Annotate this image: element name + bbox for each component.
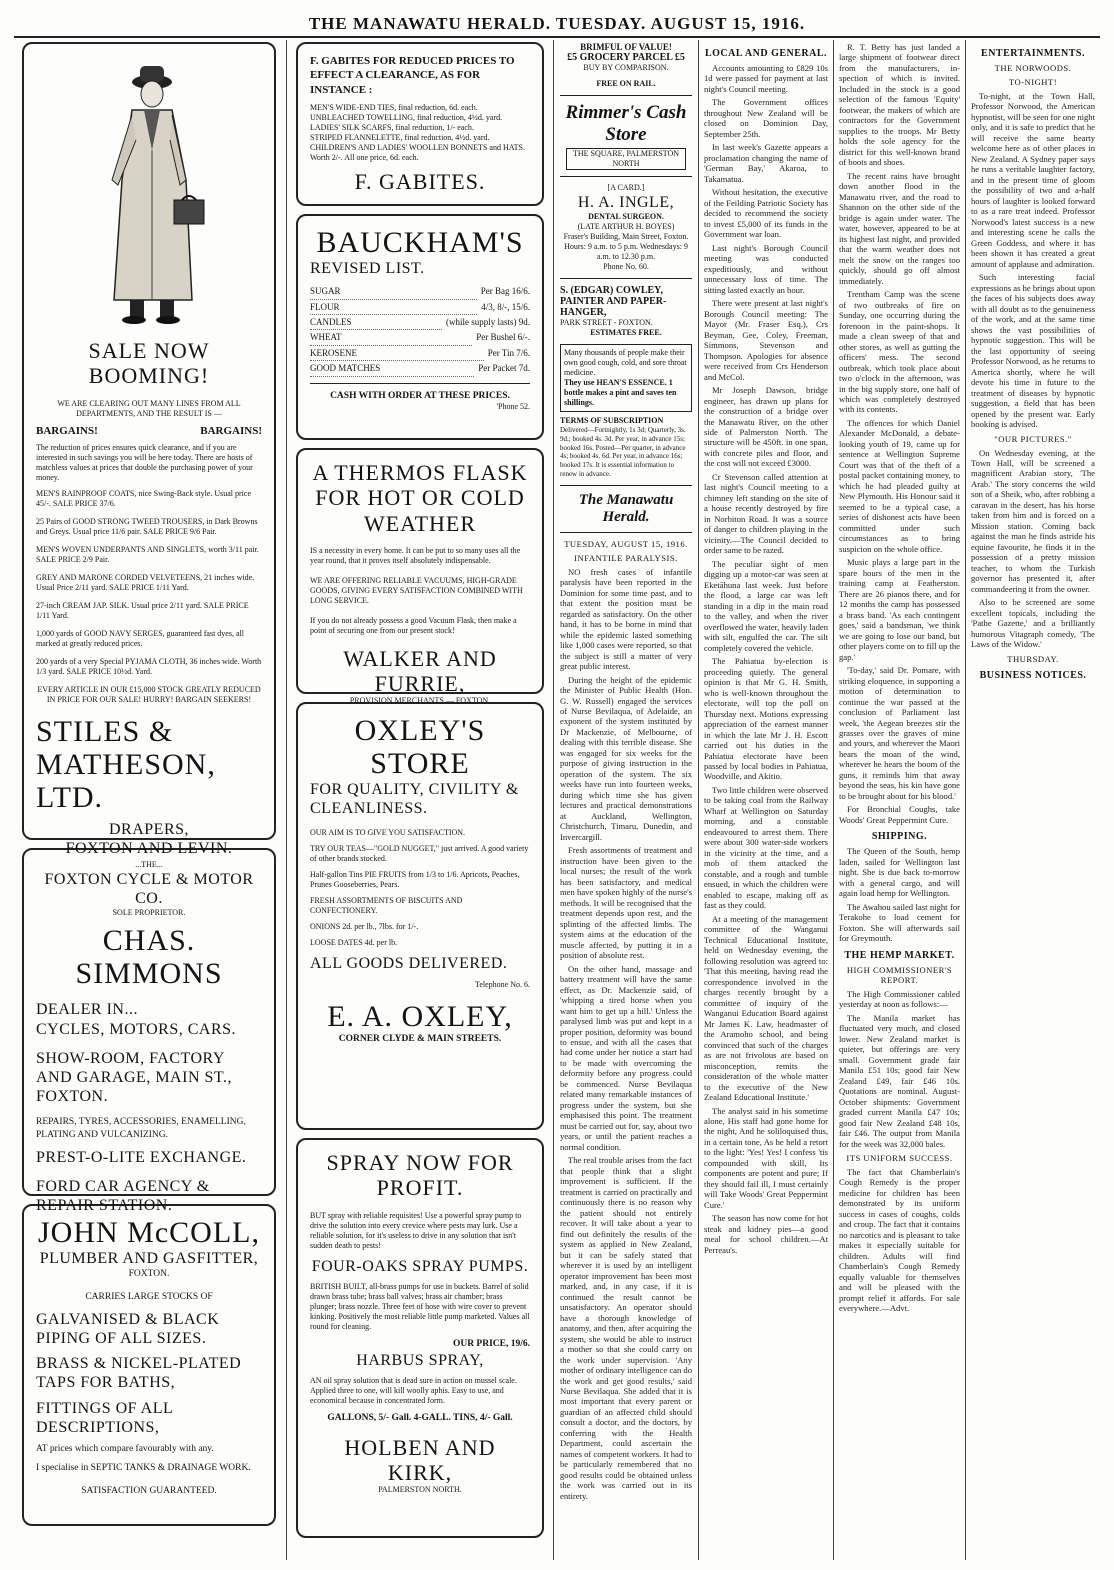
norwoods-heading: THE NORWOODS. [994, 63, 1072, 73]
sale-item: 1,000 yards of GOOD NAVY SERGES, guaranteed fast dyes, all marked at greatly reduced prices. [36, 628, 244, 648]
news-paragraph: The Queen of the South, hemp laden, sailed for Wellington last night. She is due back to-morrow with a general cargo, and will again load hemp for Wellington. [839, 846, 960, 899]
oxley-dates: LOOSE DATES 4d. per lb. [310, 938, 398, 948]
card-label: [A CARD.] [607, 183, 645, 192]
news-paragraph: 'To-day,' said Dr. Pomare, with striking eloquence, in supporting a motion of determination to continue the war passed at the conclusion of Parliament last week, 'the Aegean breezes stir the grasses over the graves of mine and yours, and wherever the Maori hears the moan of the wind, wherever he hears the boom of the guns, it reminds him that away beyond the seas, his kin have gone to be brought about for his blood.' [839, 665, 960, 801]
thursday-heading: THURSDAY. [1007, 653, 1059, 664]
revised-list-label: REVISED LIST. [310, 260, 425, 277]
general-news [839, 42, 960, 825]
sale-item: GREY AND MARONE CORDED VELVETEENS, 21 inches wide. Usual Price 2/11 yard. SALE PRICE 1/11 Yard. [36, 572, 255, 592]
news-paragraph: Two little children were observed to be taking coal from the Railway Wharf at Wellington on Saturday morning, and a constable endeavoured to arrest them. There were about 300 water-side workers in the vicinity at the time, and a mob of them attacked the constable, and a rough and tumble ensued, in which the children were enabled to escape, making off as fast as they could. [704, 784, 828, 911]
holben-kirk-name: HOLBEN AND KIRK, [344, 1434, 496, 1485]
bargains-label: BARGAINS! [36, 424, 98, 437]
showroom-address: SHOW-ROOM, FACTORY AND GARAGE, MAIN ST., FOXTON. [36, 1049, 232, 1106]
cowley-estimates: ESTIMATES FREE. [590, 328, 662, 338]
carries-line: CARRIES LARGE STOCKS OF [85, 1292, 213, 1302]
news-paragraph: For Bronchial Coughs, take Woods' Great Peppermint Cure. [839, 804, 960, 825]
prestolite-line: PREST-O-LITE EXCHANGE. [36, 1148, 247, 1166]
spray-pumps: FOUR-OAKS SPRAY PUMPS. [311, 1257, 529, 1275]
sole-proprietor: SOLE PROPRIETOR. [112, 908, 186, 918]
column-rule [965, 40, 966, 1560]
editorial-article [560, 567, 692, 1502]
plumber-trade: PLUMBER AND GASFITTER, [39, 1250, 259, 1267]
rimmers-logo: Rimmer's Cash Store [565, 102, 687, 145]
thermos-paragraph: IS a necessity in every home. It can be put to so many uses all the year round, that it proves itself absolutely indispensable. [310, 545, 521, 565]
gabites-item: CHILDREN'S AND LADIES' WOOLLEN BONNETS and HATS. Worth 2/-. All one price, 6d. each. [310, 142, 525, 162]
taps-line: BRASS & NICKEL-PLATED TAPS FOR BATHS, [36, 1355, 242, 1392]
oxley-sub: FOR QUALITY, CIVILITY & CLEANLINESS. [310, 781, 519, 818]
bauckham-name: BAUCKHAM'S [316, 226, 524, 259]
column-rule [553, 40, 554, 1560]
news-paragraph: The Awahou sailed last night for Terakohe to load cement for Foxton. She will afterwards sail for Greymouth. [839, 901, 960, 944]
column-rule [698, 40, 699, 1560]
spray-price: OUR PRICE, 19/6. [452, 1338, 530, 1349]
news-paragraph: The Pahiatua by-election is proceeding quietly. The general opinion is that Mr G. H. Smith, who is well-known throughout the electorate, will top the poll on Thursday next. Motions expressing appreciation of the earnest manner in which the late Mr J. H. Escott carried out his duties in the Pahiatua electorate have been passed by local bodies in Pahiatua, Woodville, and Akitio. [704, 656, 828, 782]
news-paragraph: Also to be screened are some excellent topicals, including the 'Pathe Gazette,' and a brilliantly humorous Vitagraph comedy, 'The Laws of the Widow.' [971, 597, 1095, 650]
firm-location: FOXTON AND LEVIN. [65, 839, 233, 857]
price-item-value: 4/3, 8/-, 15/6. [481, 301, 530, 312]
terms-body: Delivered—Fortnightly, 1s 3d; Quarterly, 3s. 9d.; booked 4s. 3d. Per year, in advance 15s; booked 16s. Posted—Per quarter, in advance 4s; booked 4s. 6d. Per year, in advance 16s; booked 17s. It is essential information to renew in advance. [560, 426, 686, 478]
news-paragraph: Cr Stevenson called attention at last night's Council meeting to a chimney left standing on the site of a house recently destroyed by fire in Norbiton Road. It was a source of danger to children playing in the vicinity.—The Council decided to order same to be razed. [704, 471, 828, 556]
cowley-name: S. (EDGAR) COWLEY, [560, 285, 663, 297]
news-paragraph: Music plays a large part in the spare hours of the men in the training camp at Featherston. There are 26 pianos there, and for 12 months the camp has possessed a brass band. 'As each contingent goes,' said a bandsman, 'we think we are going to lose our band, but other players come on to fill up the gap.' [839, 557, 960, 662]
news-paragraph: In last week's Gazette appears a proclamation changing the name of 'German Bay,' Akaroa, to Takamatua. [704, 142, 828, 184]
fittings-line: FITTINGS OF ALL DESCRIPTIONS, [36, 1399, 173, 1436]
bauckham-ad [296, 214, 544, 440]
gabites-name: F. GABITES. [354, 168, 486, 194]
article-paragraph: The real trouble arises from the fact that people think that a slight improvement is sufficient. If the treatment is carried on practically and continuously there is no reason why the patient should not entirely recover. It will take about a year to find out definitely the results of the system as applied in New Zealand, but it can be safely stated that wherever it is used by an intelligent operator improvement has been most marked, and, in any case, if it is continued the result cannot be unsatisfactory. An operator should have a thorough knowledge of anatomy, and then, after acquiring the system, she would be able to instruct a mother so that she could carry on the work under supervision. 'Any mother of ordinary intelligence can do the work and get good results,' said Nurse Bevilaqua. She added that it is most important that every parent or guardian of an affected child should consult a doctor, and the doctors, by conferring with the Health Department, could ascertain the names of competent workers. It had to be particularly remembered that no good results could be obtained unless the work was carried out in its entirety. [560, 1155, 692, 1501]
spray-paragraph: BUT spray with reliable requisites! Use a powerful spray pump to drive the solution into every crevice where pests may lurk. Use a reliable solution, for it's useless to drive in any solution that isn't sudden death to pests! [310, 1210, 522, 1250]
thermos-paragraph: If you do not already possess a good Vacuum Flask, then make a point of securing one from our present stock! [310, 615, 517, 635]
rimmers-address: THE SQUARE, PALMERSTON NORTH [566, 148, 686, 170]
sale-item: 200 yards of a very Special PYJAMA CLOTH, 36 inches wide. Worth 1/3 yard. SALE PRICE 10½d. Yard. [36, 656, 262, 676]
price-item-label: WHEAT [310, 330, 472, 345]
specialise-line: I specialise in SEPTIC TANKS & DRAINAGE WORK. [36, 1462, 251, 1473]
sale-item: 25 Pairs of GOOD STRONG TWEED TROUSERS, in Dark Browns and Greys. Usual price 11/6 pair. SALE PRICE 9/6 Pair. [36, 516, 258, 536]
hemp-subheading: HIGH COMMISSIONER'S REPORT. [846, 964, 953, 985]
masthead-rule [14, 36, 1100, 38]
tonight-heading: TO-NIGHT! [1008, 77, 1058, 87]
dentist-address: Fraser's Building, Main Street, Foxton. [563, 232, 689, 242]
cowley-address: PARK STREET - FOXTON. [560, 318, 653, 328]
free-on-rail: FREE ON RAIL. [596, 79, 656, 88]
column-4 [704, 42, 828, 1558]
dentist-phone: Phone No. 60. [603, 262, 649, 272]
oxley-onions: ONIONS 2d. per lb., 7lbs. for 1/-. [310, 922, 419, 932]
company-name: FOXTON CYCLE & MOTOR CO. [44, 871, 254, 908]
news-paragraph: On Wednesday evening, at the Town Hall, will be screened a magnificent Arabian story, 'The Arab.' The story concerns the wild son of a Sheik, who, after robbing a caravan in the desert, has his horse taken from him and is forced on a Mission station. Coming back against the man he finds astride his equine favourite, he finds it in the possession of a pretty mission teacher, to whom the Turkish governor has presented it, after commandeering it from the owner. [971, 447, 1095, 594]
spray-paragraph: BRITISH BUILT, all-brass pumps for use in buckets. Barrel of solid drawn brass tube; brass ball valves; brass air chamber; brass plunger; brass nozzle. Three feet of hose with wire cover to prevent kinking. Positively the most reliable little pump marketed. Values all round for cleaning. [310, 1281, 530, 1331]
price-item-label: CANDLES [310, 315, 442, 330]
price-item-label: KEROSENE [310, 346, 484, 361]
article-paragraph: NO fresh cases of infantile paralysis have been reported in the Dominion for some time past, and to that extent the position must be regarded as satisfactory. On the other hand, it has to be borne in mind that while the epidemic lasted something like 1,000 cases were reported, so that the subject is still a matter of very great public interest. [560, 566, 692, 672]
sale-item: MEN'S RAINPROOF COATS, nice Swing-Back style. Usual price 45/-. SALE PRICE 37/6. [36, 488, 251, 508]
thermos-ad [296, 448, 544, 706]
stiles-matheson-ad [22, 42, 276, 857]
oxley-telephone: Telephone No. 6. [475, 979, 530, 989]
column-6 [971, 42, 1095, 1558]
phone-number: 'Phone 52. [496, 402, 530, 412]
firm-trade: DRAPERS, [108, 820, 190, 838]
plumber-place: FOXTON. [128, 1269, 170, 1280]
price-item-label: FLOUR [310, 300, 477, 315]
oxley-biscuits: FRESH ASSORTMENTS OF BISCUITS AND CONFECTIONERY. [310, 896, 463, 916]
plumber-name: JOHN McCOLL, [38, 1216, 260, 1249]
cowley-trade: PAINTER AND PAPER-HANGER, [560, 296, 667, 319]
news-paragraph: At a meeting of the management committee of the Wanganui Technical Educational Institute, held on Wednesday evening, the following resolution was agreed to: 'That this meeting, having read the correspondence involved in the charges recently brought by a committee of inquiry of the Wanganui Education Board against Mr James K. Law, headmaster of the Aramoho school, and being convinced that such of the charges as are not frivolous are based on misconception, remits the consideration of the whole matter to the executive of the New Zealand Educational Institute.' [704, 913, 828, 1103]
gabites-item: MEN'S WIDE-END TIES, final reduction, 6d. each. [310, 102, 478, 112]
pictures-heading: "OUR PICTURES." [994, 433, 1072, 444]
oxley-fruit: Half-gallon Tins PIE FRUITS from 1/3 to 1/6. Apricots, Peaches, Prunes Gooseberries, Pears. [310, 870, 520, 890]
gallon-prices: GALLONS, 5/- Gall. 4-GALL. TINS, 4/- Gall. [327, 1412, 513, 1423]
man-in-overcoat-illustration [74, 60, 224, 330]
oxley-headline: OXLEY'S STORE [354, 714, 486, 780]
gabites-item: LADIES' SILK SCARFS, final reduction, 1/- each. [310, 122, 474, 132]
oxley-delivered: ALL GOODS DELIVERED. [310, 955, 508, 973]
owner-name: CHAS. SIMMONS [75, 924, 223, 991]
masthead: THE MANAWATU HERALD. TUESDAY. AUGUST 15, 1916. [308, 14, 806, 33]
column-1 [22, 42, 276, 1558]
gabites-ad [296, 42, 544, 206]
price-item-value: Per Bushel 6/-. [476, 332, 530, 343]
news-paragraph: Such interesting facial expressions as he brings about upon the faces of his subjects does away with all doubt as to the genuineness of the work, and at the same time shows the vast possibilities of hypnotic suggestion. This will be the last opportunity of seeing Professor Norwood, as he returns to America shortly, where he will devote his time in future to the treatment of diseases by hypnotic suggestion, a field that has been opened by the present war. Early booking is advised. [971, 272, 1095, 430]
sale-item: EVERY ARTICLE IN OUR £15,000 STOCK GREATLY REDUCED IN PRICE FOR OUR SALE! HURRY! BARGAIN SEEKERS! [37, 684, 261, 704]
thermos-headline: A THERMOS FLASK FOR HOT OR COLD WEATHER [312, 460, 528, 536]
piping-line: GALVANISED & BLACK PIPING OF ALL SIZES. [36, 1310, 220, 1347]
price-item-value: (while supply lasts) 9d. [446, 316, 530, 327]
article-paragraph: Fresh assortments of treatment and instruction have been given to the local nurses; the result of the work has been satisfactory, and medical men have spoken highly of the nurse's methods. It will be recognised that the treatment depends upon rest, and the splinting of the affected limbs. The system aims at the education of the muscle affected, by putting it in a position of absolute rest. [560, 845, 692, 961]
news-paragraph: Without hesitation, the executive of the Feilding Patriotic Society has decided to recommend the society to invest £5,000 of its funds in the Government war loan. [704, 187, 828, 240]
pictures-text [971, 448, 1095, 650]
oxley-name: E. A. OXLEY, [327, 999, 513, 1033]
mccoll-ad [22, 1204, 276, 1526]
prices-line: AT prices which compare favourably with any. [36, 1443, 214, 1454]
cash-with-order: CASH WITH ORDER AT THESE PRICES. [330, 390, 510, 401]
ford-agency-line: FORD CAR AGENCY & REPAIR STATION. [36, 1178, 210, 1215]
dealer-label: DEALER IN... [36, 1001, 138, 1019]
news-paragraph: Mr Joseph Dawson, bridge engineer, has drawn up plans for the construction of a bridge over the Manawatu River, on the other side of Palmerston North. The structure will be 450ft. in one span, with concrete piles and floor, and the cost will not exceed £3000. [704, 385, 828, 469]
news-paragraph: R. T. Betty has just landed a large shipment of footwear direct from the manufacturers, in-spection of which is invited. Included in the stock is a good selection of the famous 'Equity' footwear, the makers of which are contractors for the Government supplies to the troops. Mr Betty holds the sole agency for the district for this well-known brand of boots and shoes. [839, 42, 960, 168]
price-item-value: Per Bag 16/6. [480, 286, 530, 297]
holben-kirk-ad [296, 1138, 544, 1538]
dateline: TUESDAY, AUGUST 15, 1916. [564, 538, 688, 549]
spray-paragraph: AN oil spray solution that is dead sure in action on mussel scale. Applied three to one, will kill woolly aphis. Easy to use, and economical because in concentrated form. [310, 1375, 517, 1405]
grocery-buy: BUY BY COMPARISON. [583, 63, 669, 72]
entertainment-text [971, 91, 1095, 430]
repairs-line: REPAIRS, TYRES, ACCESSORIES, ENAMELLING, PLATING AND VULCANIZING. [36, 1117, 246, 1141]
walker-furrie-sub: PROVISION MERCHANTS — FOXTON. [349, 696, 491, 706]
price-item-label: SUGAR [310, 284, 477, 299]
column-rule [286, 40, 287, 1560]
cough-remedy-notice [839, 1167, 960, 1314]
news-paragraph: The Manila market has fluctuated very much, and closed lower. New Zealand market is quieter, but offerings are very small. Government grade fair Manila £51 10s; good fair New Zealand £49, fair £46 10s. Quotations are nominal. August-October shipments: Government graded current Manila £47 10s; good fair New Zealand £48 10s, fair £46. The output from Manila for the week was 32,000 bales. [839, 1012, 960, 1149]
news-paragraph: The High Commissioner cabled yesterday at noon as follows:— [839, 988, 960, 1010]
terms-title: TERMS OF SUBSCRIPTION [560, 416, 664, 426]
news-paragraph: The fact that Chamberlain's Cough Remedy is the proper medicine for children has been demonstrated by its uniform success in cases of coughs, colds and croup. The fact that it contains no narcotics and is pleasant to take makes it especially suitable for children. Adults will find Chamberlain's Cough Remedy equally valuable for themselves and will be pleased with the prompt relief it affords. For sale everywhere.—Advt. [839, 1166, 960, 1314]
dentist-hours: Hours: 9 a.m. to 5 p.m. Wednesdays: 9 a.m. to 12.30 p.m. [564, 242, 688, 262]
firm-name: STILES & [36, 714, 174, 748]
gabites-item: STRIPED FLANNELETTE, final reduction, 4½d. yard. [310, 132, 490, 142]
news-paragraph: The season has now come for hot steak and kidney pies—a good meal for school children.—At Perreau's. [704, 1213, 828, 1255]
oxley-address: CORNER CLYDE & MAIN STREETS. [338, 1033, 502, 1044]
column-2 [296, 42, 544, 1558]
firm-name: MATHESON, LTD. [36, 747, 216, 814]
news-paragraph: The recent rains have brought down another flood in the Manawatu river, and the road to Shannon on the other side of the bridge is again under water. The water, however, appeared to be at its highest last night, and provided that the warm weather does not melt the snow on the ranges too quickly, should go off almost immediately. [839, 170, 960, 286]
hemp-heading: THE HEMP MARKET. [844, 949, 955, 961]
walker-furrie-name: WALKER AND FURRIE, [343, 645, 497, 697]
sale-item: 27-inch CREAM JAP. SILK. Usual price 2/11 yard. SALE PRICE 1/11 Yard. [36, 600, 249, 620]
price-item-value: Per Tin 7/6. [487, 347, 530, 358]
dentist-name: H. A. INGLE, [577, 194, 675, 211]
news-paragraph: Accounts amounting to £829 10s 1d were passed for payment at last night's Council meeting. [704, 63, 828, 94]
grocery-parcel: £5 GROCERY PARCEL £5 [567, 52, 685, 63]
column-3 [560, 42, 692, 1558]
spray-headline: SPRAY NOW FOR PROFIT. [326, 1150, 514, 1201]
news-paragraph: Trentham Camp was the scene of two outbreaks of fire on Sunday, one occurring during the forenoon in the paint-shops. It made a clean sweep of that and other stores, as well as gutting the officers' mess. The second outbreak, which took place about two o'clock in the afternoon, was in the big supply store, one half of which was completely destroyed with its contents. [839, 289, 960, 415]
news-paragraph: There were present at last night's Borough Council meeting: The Mayor (Mr. Fraser Esq.), Crs Beyman, Gee, Coley, Freeman, Simmons, Stevenson and Thompson. Apologies for absence were received from Crs Henderson and McCol. [704, 298, 828, 382]
dentist-title: DENTAL SURGEON. [588, 212, 664, 222]
harbus-spray: HARBUS SPRAY, [356, 1351, 484, 1369]
sale-item: MEN'S WOVEN UNDERPANTS AND SINGLETS, worth 3/11 pair. SALE PRICE 2/9 Pair. [36, 544, 259, 564]
news-paragraph: The peculiar sight of men digging up a motor-car was seen at Eketāhuna last week. Just before the flood, a large car was left standing in a dip in the main road to the valley, and when the river overflowed the water, heavily laden with silt, engulfed the car. The silt completely covered the vehicle. [704, 558, 828, 653]
news-paragraph: Last night's Borough Council meeting was conducted expeditiously, and without unnecessary loss of time. The sitting lasted exactly an hour. [704, 242, 828, 295]
oxley-aim: OUR AIM IS TO GIVE YOU SATISFACTION. [310, 828, 466, 838]
column-5 [839, 42, 960, 1558]
local-news [704, 63, 828, 1255]
price-item-label: GOOD MATCHES [310, 361, 474, 376]
sale-intro: WE ARE CLEARING OUT MANY LINES FROM ALL DEPARTMENTS, AND THE RESULT IS — [57, 398, 241, 418]
column-rule [833, 40, 834, 1560]
news-paragraph: To-night, at the Town Hall, Professor Norwood, the American hypnotist, will be seen for one night only, and it is safe to predict that he will receive the same hearty welcome here as of other places in New Zealand. A Sydney paper says he runs a veritable laughter factory, and in the present time of gloom the possibility of two and a-half hours of laughter is looked forward to as a rare treat indeed. Professor Norwood's latest success is a new and interesting scene he calls the Green Goddess, and where it has been shown it has created a great amount of applause and admiration. [971, 91, 1095, 269]
hemp-report [839, 989, 960, 1149]
goods-list: CYCLES, MOTORS, CARS. [36, 1020, 237, 1038]
local-general-heading: LOCAL AND GENERAL. [704, 48, 828, 59]
oxley-teas: TRY OUR TEAS—"GOLD NUGGET," just arrived. A good variety of other brands stocked. [310, 844, 529, 864]
gabites-headline: F. GABITES FOR REDUCED PRICES TO EFFECT A CLEARANCE, AS FOR INSTANCE : [310, 55, 515, 96]
news-paragraph: The Government offices throughout New Zealand will be closed on Dominion Day, September 25th. [704, 97, 828, 139]
heans-text: Many thousands of people make their own good cough, cold, and sore throat medicine. [564, 348, 687, 378]
grocery-title: BRIMFUL OF VALUE! [580, 42, 672, 52]
article-heading: INFANTILE PARALYSIS. [574, 552, 678, 563]
oxley-ad [296, 702, 544, 1130]
the-label: ...THE... [135, 860, 163, 869]
article-paragraph: During the height of the epidemic the Minister of Public Health (Hon. G. W. Russell) engaged the services of Nurse Bevilaqua, of Adelaide, an exponent of the system instituted by Dr Mackenzie, of Melbourne, of dealing with this terrible disease. She was engaged for six weeks for the purpose of giving instruction in the operation of the system. The six weeks have run into fourteen weeks, during which time she has given lectures and practical demonstrations at Auckland, Wellington, Christchurch, Timaru, Dunedin, and Invercargill. [560, 674, 692, 842]
success-heading: ITS UNIFORM SUCCESS. [846, 1152, 953, 1163]
sale-headline: SALE NOW BOOMING! [88, 338, 210, 389]
news-paragraph: The offences for which Daniel Alexander McDonald, a debate-looking youth of 19, came up for sentence at Wellington Supreme Court was that of the theft of a postal packet containing money, to which he had pleaded guilty at New Plymouth. His Honour said it seemed to be a typical case, a series of dishonest acts have been committed under such circumstances as to bring suspicion on the whole office. [839, 417, 960, 554]
heans-text: They use HEAN'S ESSENCE. 1 bottle makes a pint and saves ten shillings. [564, 378, 677, 408]
news-paragraph: The analyst said in his sometime alone, His staff had gone home for the night, And he soliloquised thus, in a certain tone, As he held a retort to the light: 'Yes! Yes! I confess 'tis compounded with skill, Its components are potent and pure; If they should fail ill, I must certainly will Take Woods' Great Peppermint Cure.' [704, 1105, 828, 1210]
simmons-ad [22, 848, 276, 1215]
price-item-value: Per Packet 7d. [478, 363, 530, 374]
article-paragraph: On the other hand, massage and battery treatment will have the same effect, as Dr. Mackenzie said, of 'whipping a tired horse when you want him to get up a hill.' Unless the paralysed limb was put and kept in a proper position, deformity was bound to ensue, and with all the cases that had come under her notice a start had to be made with overcoming the deformity before any progress could be commenced. Nurse Bevilaqua related many remarkable instances of progress under the system, but she emphasised this point. The treatment must be carried out for, say, about two years, or until the patient reaches a normal condition. [560, 963, 692, 1152]
thermos-paragraph: WE ARE OFFERING RELIABLE VACUUMS, HIGH-GRADE GOODS, GIVING EVERY SATISFACTION COMBINED WITH LONG SERVICE. [310, 575, 523, 605]
gabites-item: UNBLEACHED TOWELLING, final reduction, 4½d. yard. [310, 112, 503, 122]
holben-kirk-place: PALMERSTON NORTH. [378, 1485, 462, 1495]
entertainments-heading: ENTERTAINMENTS. [981, 48, 1085, 59]
dentist-late: (LATE ARTHUR H. BOYES) [577, 222, 675, 232]
shipping-heading: SHIPPING. [871, 831, 928, 843]
shipping-news [839, 846, 960, 943]
guarantee-line: SATISFACTION GUARANTEED. [81, 1485, 217, 1496]
bargains-label: BARGAINS! [200, 424, 262, 437]
herald-nameplate: The Manawatu Herald. [578, 491, 674, 525]
sale-paragraph: The reduction of prices ensures quick clearance, and if you are interested in such savings you will be here today. There are hosts of matchless values at prices that double the purchasing power of your money. [36, 442, 253, 482]
business-notices-heading: BUSINESS NOTICES. [979, 669, 1087, 681]
